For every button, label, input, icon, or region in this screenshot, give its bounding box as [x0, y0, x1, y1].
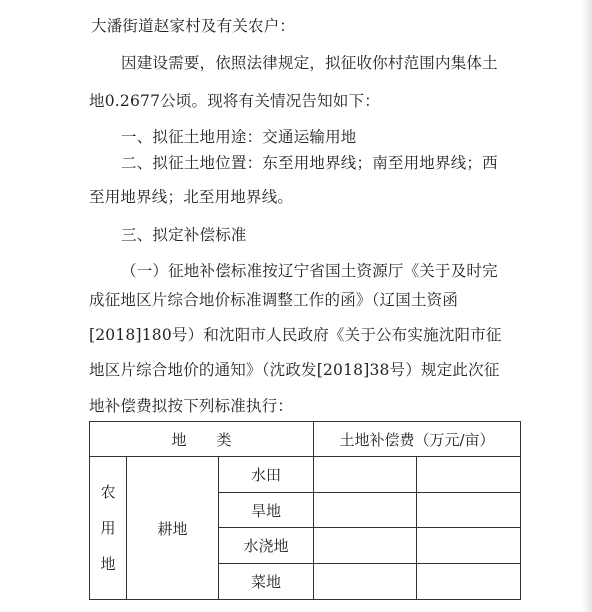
row-label-dryland: 旱地 [219, 493, 314, 528]
item-3-heading: 三、拟定补偿标准 [121, 226, 247, 244]
sub-item-1-line-5: 地补偿费拟按下列标准执行： [89, 397, 294, 415]
group-char: 农 [100, 483, 116, 501]
subgroup-cultivated-land: 耕地 [127, 457, 219, 600]
compensation-table [89, 421, 521, 600]
item-1-purpose: 一、拟征土地用途：交通运输用地 [121, 128, 357, 146]
header-compensation-fee: 土地补偿费（万元/亩） [314, 422, 521, 457]
group-char: 地 [100, 555, 116, 573]
row-label-irrigated: 水浇地 [219, 528, 314, 564]
salutation: 大潘街道赵家村及有关农户： [91, 17, 296, 35]
group-char: 用 [100, 519, 116, 537]
fee-cell [314, 493, 417, 528]
fee-cell [314, 528, 417, 564]
paragraph-1-line-2: 地0.2677公顷。现将有关情况告知如下： [89, 92, 380, 110]
paragraph-1-line-1: 因建设需要，依照法律规定，拟征收你村范围内集体土 [121, 54, 498, 72]
fee-cell [417, 493, 521, 528]
sub-item-1-line-2: 成征地区片综合地价标准调整工作的函》（辽国土资函 [89, 291, 459, 309]
row-label-paddy: 水田 [219, 457, 314, 493]
sub-item-1-line-1: （一）征地补偿标准按辽宁省国土资源厅《关于及时完 [121, 262, 498, 280]
sub-item-1-line-4: 地区片综合地价的通知》（沈政发[2018]38号）规定此次征 [89, 361, 500, 379]
table-row [90, 457, 521, 493]
fee-cell [314, 564, 417, 600]
item-2-location-line-1: 二、拟征土地位置：东至用地界线；南至用地界线；西 [121, 154, 498, 172]
fee-cell [417, 528, 521, 564]
group-agricultural-land [90, 457, 127, 600]
table-header-row [90, 422, 521, 457]
fee-cell [417, 457, 521, 493]
sub-item-1-line-3: [2018]180号）和沈阳市人民政府《关于公布实施沈阳市征 [89, 326, 502, 344]
fee-cell [417, 564, 521, 600]
row-label-vegetable: 菜地 [219, 564, 314, 600]
item-2-location-line-2: 至用地界线；北至用地界线。 [89, 188, 294, 206]
fee-cell [314, 457, 417, 493]
header-land-category: 地 类 [90, 422, 314, 457]
